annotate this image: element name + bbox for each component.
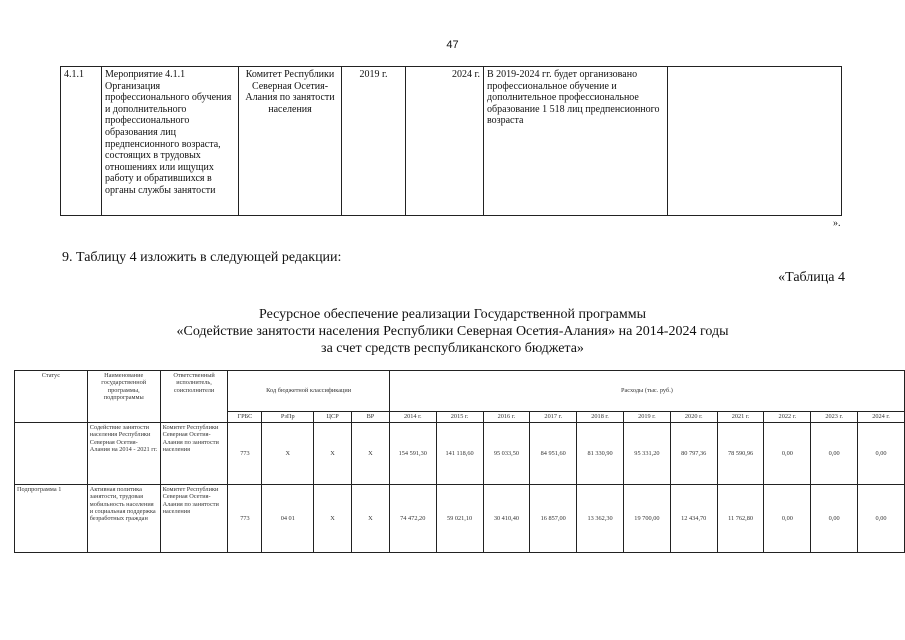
measure-start: 2019 г. <box>342 67 406 216</box>
header-csr: ЦСР <box>314 412 352 423</box>
row-value: 0,00 <box>764 485 811 553</box>
measure-code: 4.1.1 <box>61 67 102 216</box>
header-vr: ВР <box>352 412 390 423</box>
row-csr: X <box>314 485 352 553</box>
table-row <box>15 485 905 553</box>
row-value: 19 700,00 <box>623 485 670 553</box>
row-value: 80 797,36 <box>670 423 717 485</box>
row-value: 12 434,70 <box>670 485 717 553</box>
row-executor: Комитет Республики Северная Осетия-Алания по занятости населения <box>160 423 228 485</box>
row-name: Содействие занятости населения Республики Северная Осетия-Алания на 2014 - 2021 гг. <box>87 423 160 485</box>
row-grbs: 773 <box>228 423 262 485</box>
row-rzpr: 04 01 <box>262 485 314 553</box>
row-value: 95 331,20 <box>623 423 670 485</box>
header-year: 2017 г. <box>530 412 577 423</box>
table-row <box>15 423 905 485</box>
row-value: 0,00 <box>858 485 905 553</box>
row-executor: Комитет Республики Северная Осетия-Алания по занятости населения <box>160 485 228 553</box>
header-grbs: ГРБС <box>228 412 262 423</box>
row-name: Активная политика занятости, трудовая мобильность населения и социальная поддержка безработных граждан <box>87 485 160 553</box>
row-value: 84 951,60 <box>530 423 577 485</box>
row-value: 78 590,96 <box>717 423 764 485</box>
header-year: 2016 г. <box>483 412 530 423</box>
row-value: 95 033,50 <box>483 423 530 485</box>
header-year: 2018 г. <box>577 412 624 423</box>
row-value: 11 762,80 <box>717 485 764 553</box>
header-year: 2015 г. <box>436 412 483 423</box>
row-value: 141 118,60 <box>436 423 483 485</box>
row-value: 74 472,20 <box>389 485 436 553</box>
measure-table <box>60 66 842 216</box>
row-value: 0,00 <box>764 423 811 485</box>
header-status: Статус <box>15 371 88 423</box>
header-name: Наименование государственной программы, подпрограммы <box>87 371 160 423</box>
row-value: 0,00 <box>811 423 858 485</box>
measure-result: В 2019-2024 гг. будет организовано профессиональное обучение и дополнительное профессиональное образование 1 518 лиц предпенсионного возраста <box>484 67 668 216</box>
table-heading <box>0 306 905 357</box>
row-value: 13 362,30 <box>577 485 624 553</box>
heading-line-3: за счет средств республиканского бюджета» <box>321 341 584 356</box>
header-executor: Ответственный исполнитель, соисполнители <box>160 371 228 423</box>
amendment-paragraph: 9. Таблицу 4 изложить в следующей редакции: <box>62 250 342 265</box>
measure-extra <box>668 67 842 216</box>
heading-line-1: Ресурсное обеспечение реализации Государственной программы <box>258 307 647 322</box>
row-vr: X <box>352 485 390 553</box>
row-value: 0,00 <box>858 423 905 485</box>
row-value: 59 021,10 <box>436 485 483 553</box>
row-status: Подпрограмма 1 <box>15 485 88 553</box>
header-year: 2014 г. <box>389 412 436 423</box>
header-year: 2019 г. <box>623 412 670 423</box>
row-value: 16 857,00 <box>530 485 577 553</box>
header-year: 2024 г. <box>858 412 905 423</box>
header-year: 2020 г. <box>670 412 717 423</box>
header-year: 2022 г. <box>764 412 811 423</box>
measure-executor: Комитет Республики Северная Осетия-Алания по занятости населения <box>239 67 342 216</box>
table-label: «Таблица 4 <box>778 270 845 285</box>
header-year: 2023 г. <box>811 412 858 423</box>
resource-table <box>14 370 905 553</box>
row-grbs: 773 <box>228 485 262 553</box>
row-status <box>15 423 88 485</box>
measure-name: Мероприятие 4.1.1 Организация профессионального обучения и дополнительного профессионального образования лиц предпенсионного возраста, состоящих в трудовых отношениях или ищущих работу и обратившихся в органы службы занятости <box>102 67 239 216</box>
header-rzpr: РзПр <box>262 412 314 423</box>
row-value: 0,00 <box>811 485 858 553</box>
row-value: 154 591,30 <box>389 423 436 485</box>
heading-line-2: «Содействие занятости населения Республики Северная Осетия-Алания» на 2014-2024 годы <box>176 324 729 339</box>
header-budget-code: Код бюджетной классификации <box>228 371 389 412</box>
row-vr: X <box>352 423 390 485</box>
row-value: 81 330,90 <box>577 423 624 485</box>
end-quote: ». <box>833 218 841 229</box>
measure-end: 2024 г. <box>406 67 484 216</box>
row-rzpr: X <box>262 423 314 485</box>
row-csr: X <box>314 423 352 485</box>
row-value: 30 410,40 <box>483 485 530 553</box>
header-year: 2021 г. <box>717 412 764 423</box>
page-number: 47 <box>446 39 459 51</box>
header-expenses: Расходы (тыс. руб.) <box>389 371 904 412</box>
